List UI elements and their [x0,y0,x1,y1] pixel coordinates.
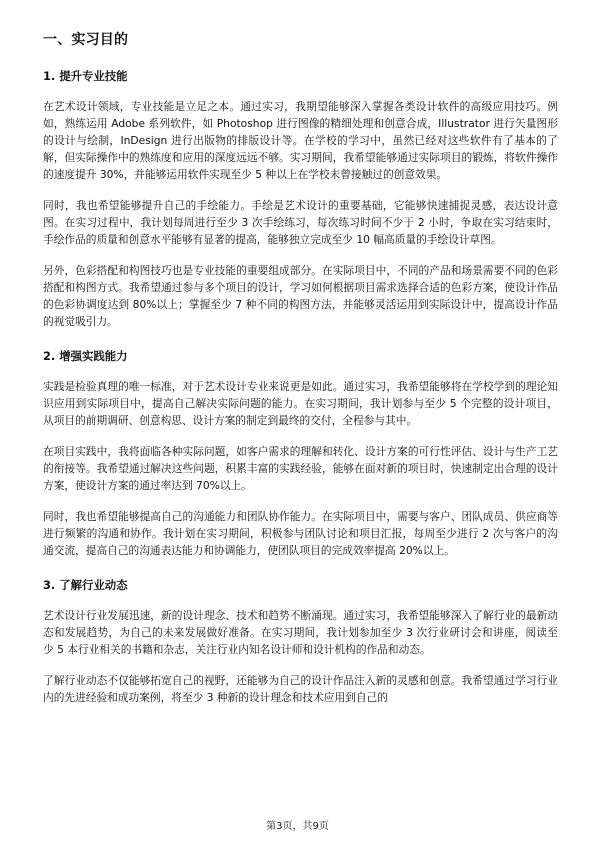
section-heading: 2. 增强实践能力 [43,349,128,363]
paragraph: 了解行业动态不仅能够拓宽自己的视野，还能够为自己的设计作品注入新的灵感和创意。我希望通过学习行业内的先进经验和成功案例，将至少 3 种新的设计理念和技术应用到自己的 [43,674,558,704]
section-industry [43,577,558,706]
section-skills [43,68,558,330]
section-heading: 1. 提升专业技能 [43,69,128,83]
paragraph: 艺术设计行业发展迅速，新的设计理念、技术和趋势不断涌现。通过实习，我希望能够深入了解行业的最新动态和发展趋势，为自己的未来发展做好准备。在实习期间，我计划参加至少 3 次行业研讨会和讲座，阅读至少 5 本行业相关的书籍和杂志，关注行业内知名设计师和设计机构的作品和动态。 [43,609,558,656]
page-footer: 第3页，共9页 [266,821,329,832]
paragraph: 实践是检验真理的唯一标准，对于艺术设计专业来说更是如此。通过实习，我希望能够将在学校学到的理论知识应用到实际项目中，提高自己解决实际问题的能力。在实习期间，我计划参与至少 5 个完整的设计项目，从项目的前期调研、创意构思、设计方案的制定到最终的交付，全程参与其中。 [43,380,558,427]
section-practice [43,348,558,559]
paragraph: 同时，我也希望能够提高自己的沟通能力和团队协作能力。在实际项目中，需要与客户、团队成员、供应商等进行频繁的沟通和协作。我计划在实习期间，积极参与团队讨论和项目汇报，每周至少进行 2 次与客户的沟通交流，提高自己的沟通表达能力和协调能力，使团队项目的完成效率提高 20%以上。 [43,510,558,557]
paragraph: 在项目实践中，我将面临各种实际问题，如客户需求的理解和转化、设计方案的可行性评估、设计与生产工艺的衔接等。我希望通过解决这些问题，积累丰富的实践经验，能够在面对新的项目时，快速制定出合理的设计方案，使设计方案的通过率达到 70%以上。 [43,445,558,492]
document-body [43,30,558,720]
section-heading: 3. 了解行业动态 [43,578,128,592]
paragraph: 同时，我也希望能够提升自己的手绘能力。手绘是艺术设计的重要基础，它能够快速捕捉灵感，表达设计意图。在实习过程中，我计划每周进行至少 3 次手绘练习，每次练习时间不少于 2 小时，争取在实习结束时，手绘作品的质量和创意水平能够有显著的提高，能够独立完成至少 10 幅高质量的手绘设计草图。 [43,199,558,246]
paragraph: 另外，色彩搭配和构图技巧也是专业技能的重要组成部分。在实际项目中，不同的产品和场景需要不同的色彩搭配和构图方式。我希望通过参与多个项目的设计，学习如何根据项目需求选择合适的色彩方案，使设计作品的色彩协调度达到 80%以上；掌握至少 7 种不同的构图方法，并能够灵活运用到实际设计中，提高设计作品的视觉吸引力。 [43,264,558,328]
paragraph: 在艺术设计领域，专业技能是立足之本。通过实习，我期望能够深入掌握各类设计软件的高级应用技巧。例如，熟练运用 Adobe 系列软件，如 Photoshop 进行图像的精细处理和创意合成，Illustrator 进行矢量图形的设计与绘制，InDesign 进行出版物的排版设计等。在学校的学习中，虽然已经对这些软件有了基本的了解，但实际操作中的熟练度和应用的深度远远不够。实习期间，我希望能够通过实际项目的锻炼，将软件操作的速度提升 30%，并能够运用软件实现至少 5 种以上在学校未曾接触过的创意效果。 [43,100,558,181]
main-heading: 一、实习目的 [43,32,129,48]
